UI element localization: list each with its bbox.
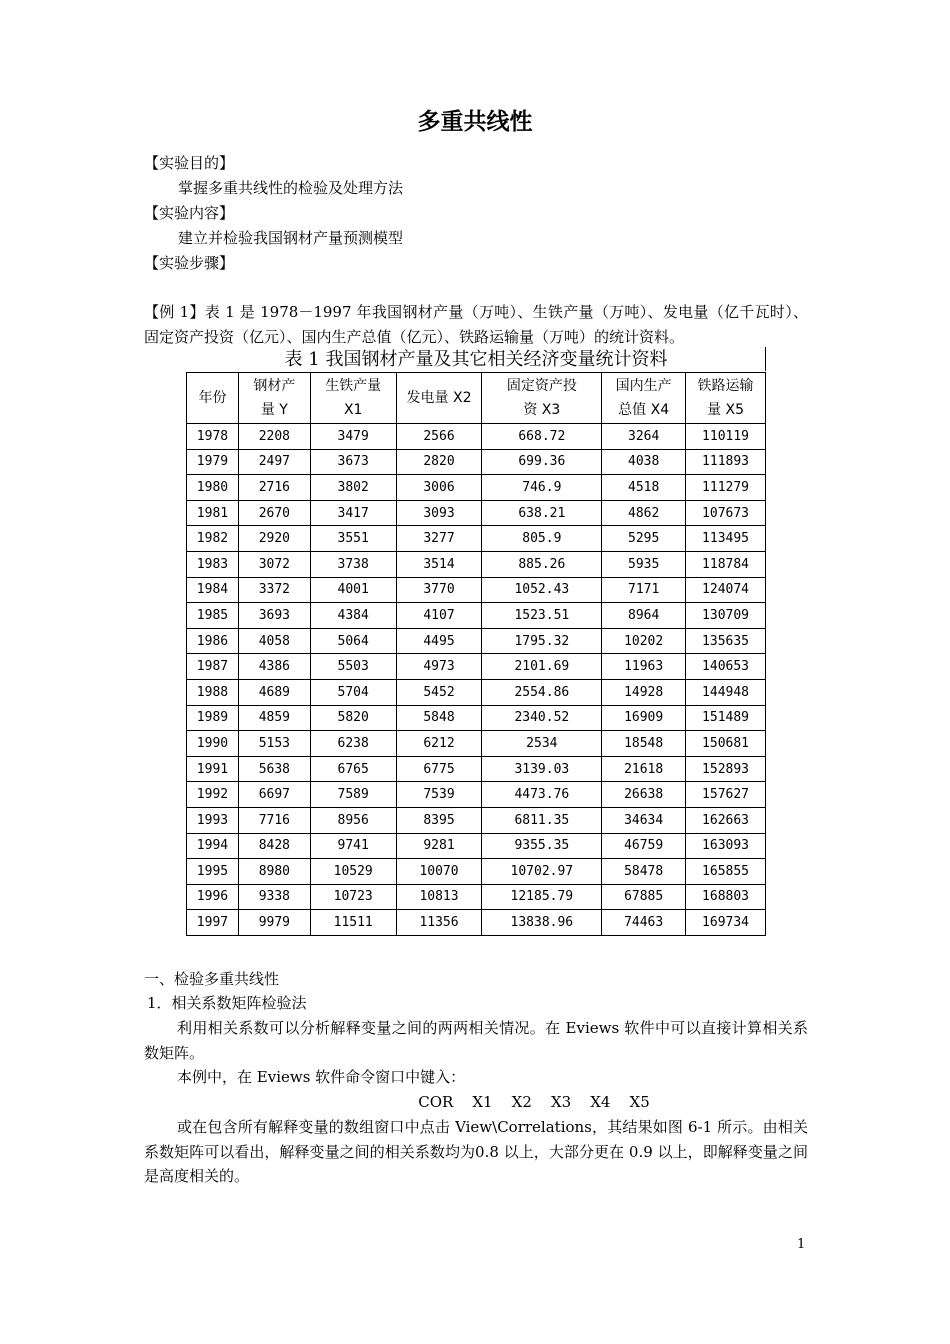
table-cell: 10070 bbox=[396, 859, 482, 885]
table-cell: 2670 bbox=[238, 500, 310, 526]
table-header-row bbox=[187, 373, 766, 424]
table-cell: 805.9 bbox=[482, 526, 602, 552]
table-cell: 3802 bbox=[310, 475, 396, 501]
table-cell: 1979 bbox=[187, 449, 239, 475]
table-row bbox=[187, 679, 766, 705]
table-cell: 4386 bbox=[238, 654, 310, 680]
table-cell: 1989 bbox=[187, 705, 239, 731]
table-row bbox=[187, 577, 766, 603]
header-rail-freight: 铁路运输 量 X5 bbox=[686, 373, 766, 424]
table-cell: 5704 bbox=[310, 679, 396, 705]
table-cell: 8956 bbox=[310, 807, 396, 833]
paragraph-1: 利用相关系数可以分析解释变量之间的两两相关情况。在 Eviews 软件中可以直接计算相关系数矩阵。 bbox=[144, 1019, 808, 1062]
statistics-table bbox=[186, 372, 766, 936]
table-cell: 10813 bbox=[396, 884, 482, 910]
table-cell: 8964 bbox=[602, 603, 686, 629]
table-cell: 162663 bbox=[686, 807, 766, 833]
table-cell: 6811.35 bbox=[482, 807, 602, 833]
table-cell: 4058 bbox=[238, 628, 310, 654]
table-cell: 11356 bbox=[396, 910, 482, 936]
table-cell: 7171 bbox=[602, 577, 686, 603]
purpose-text: 掌握多重共线性的检验及处理方法 bbox=[178, 179, 404, 197]
table-cell: 1978 bbox=[187, 424, 239, 450]
example-paragraph: 【例 1】表 1 是 1978－1997 年我国钢材产量（万吨）、生铁产量（万吨）、发电量（亿千瓦时）、固定资产投资（亿元）、国内生产总值（亿元）、铁路运输量（万吨）的统计资料。 bbox=[144, 303, 808, 346]
table-cell: 3693 bbox=[238, 603, 310, 629]
paragraph-2: 本例中，在 Eviews 软件命令窗口中键入： bbox=[177, 1068, 466, 1086]
table-row bbox=[187, 551, 766, 577]
table-cell: 9979 bbox=[238, 910, 310, 936]
table-cell: 4689 bbox=[238, 679, 310, 705]
table-cell: 11511 bbox=[310, 910, 396, 936]
table-cell: 4973 bbox=[396, 654, 482, 680]
table-cell: 130709 bbox=[686, 603, 766, 629]
table-cell: 3264 bbox=[602, 424, 686, 450]
table-cell: 3093 bbox=[396, 500, 482, 526]
table-cell: 9741 bbox=[310, 833, 396, 859]
table-cell: 1992 bbox=[187, 782, 239, 808]
table-cell: 1985 bbox=[187, 603, 239, 629]
table-cell: 1986 bbox=[187, 628, 239, 654]
table-cell: 8395 bbox=[396, 807, 482, 833]
table-cell: 14928 bbox=[602, 679, 686, 705]
table-cell: 1984 bbox=[187, 577, 239, 603]
table-cell: 10702.97 bbox=[482, 859, 602, 885]
table-cell: 3551 bbox=[310, 526, 396, 552]
table-cell: 1795.32 bbox=[482, 628, 602, 654]
table-cell: 5295 bbox=[602, 526, 686, 552]
table-cell: 5064 bbox=[310, 628, 396, 654]
table-cell: 3072 bbox=[238, 551, 310, 577]
table-row bbox=[187, 782, 766, 808]
table-row bbox=[187, 859, 766, 885]
table-cell: 163093 bbox=[686, 833, 766, 859]
steps-heading: 【实验步骤】 bbox=[144, 254, 235, 272]
table-cell: 9355.35 bbox=[482, 833, 602, 859]
table-cell: 46759 bbox=[602, 833, 686, 859]
table-cell: 7716 bbox=[238, 807, 310, 833]
page-title: 多重共线性 bbox=[417, 109, 533, 135]
header-year: 年份 bbox=[187, 373, 239, 424]
table-cell: 3417 bbox=[310, 500, 396, 526]
table-cell: 4862 bbox=[602, 500, 686, 526]
table-cell: 6765 bbox=[310, 756, 396, 782]
table-cell: 12185.79 bbox=[482, 884, 602, 910]
table-cell: 168803 bbox=[686, 884, 766, 910]
table-cell: 4107 bbox=[396, 603, 482, 629]
header-power: 发电量 X2 bbox=[396, 373, 482, 424]
table-cell: 18548 bbox=[602, 731, 686, 757]
purpose-heading: 【实验目的】 bbox=[144, 154, 235, 172]
table-cell: 144948 bbox=[686, 679, 766, 705]
table-row bbox=[187, 424, 766, 450]
table-cell: 885.26 bbox=[482, 551, 602, 577]
table-cell: 8428 bbox=[238, 833, 310, 859]
table-cell: 3139.03 bbox=[482, 756, 602, 782]
table-cell: 1983 bbox=[187, 551, 239, 577]
table-cell: 1997 bbox=[187, 910, 239, 936]
table-row bbox=[187, 884, 766, 910]
page-number: 1 bbox=[797, 1237, 806, 1252]
table-cell: 6775 bbox=[396, 756, 482, 782]
table-row bbox=[187, 910, 766, 936]
table-cell: 1996 bbox=[187, 884, 239, 910]
section-heading: 一、检验多重共线性 bbox=[144, 970, 280, 988]
table-cell: 169734 bbox=[686, 910, 766, 936]
table-cell: 3277 bbox=[396, 526, 482, 552]
table-cell: 1995 bbox=[187, 859, 239, 885]
table-cell: 118784 bbox=[686, 551, 766, 577]
header-gdp: 国内生产 总值 X4 bbox=[602, 373, 686, 424]
table-cell: 1982 bbox=[187, 526, 239, 552]
table-cell: 5452 bbox=[396, 679, 482, 705]
table-cell: 4038 bbox=[602, 449, 686, 475]
table-cell: 2208 bbox=[238, 424, 310, 450]
table-cell: 157627 bbox=[686, 782, 766, 808]
table-cell: 4518 bbox=[602, 475, 686, 501]
paragraph-3: 或在包含所有解释变量的数组窗口中点击 View\Correlations，其结果如图 6-1 所示。由相关系数矩阵可以看出，解释变量之间的相关系数均为0.8 以上，大部分更在 0.9 以上，即解释变量之间是高度相关的。 bbox=[144, 1118, 808, 1185]
table-cell: 3006 bbox=[396, 475, 482, 501]
table-cell: 2101.69 bbox=[482, 654, 602, 680]
table-cell: 10529 bbox=[310, 859, 396, 885]
table-cell: 5820 bbox=[310, 705, 396, 731]
header-steel-output: 钢材产 量 Y bbox=[238, 373, 310, 424]
table-cell: 107673 bbox=[686, 500, 766, 526]
table-cell: 3738 bbox=[310, 551, 396, 577]
table-row bbox=[187, 449, 766, 475]
table-cell: 4473.76 bbox=[482, 782, 602, 808]
table-cell: 2534 bbox=[482, 731, 602, 757]
table-cell: 746.9 bbox=[482, 475, 602, 501]
table-cell: 1981 bbox=[187, 500, 239, 526]
table-cell: 1990 bbox=[187, 731, 239, 757]
table-cell: 1991 bbox=[187, 756, 239, 782]
table-cell: 2340.52 bbox=[482, 705, 602, 731]
table-cell: 5153 bbox=[238, 731, 310, 757]
table-row bbox=[187, 603, 766, 629]
table-cell: 165855 bbox=[686, 859, 766, 885]
table-cell: 111893 bbox=[686, 449, 766, 475]
table-cell: 150681 bbox=[686, 731, 766, 757]
table-cell: 13838.96 bbox=[482, 910, 602, 936]
table-cell: 6697 bbox=[238, 782, 310, 808]
subsection-heading: 1．相关系数矩阵检验法 bbox=[147, 994, 307, 1012]
table-cell: 10202 bbox=[602, 628, 686, 654]
table-row bbox=[187, 756, 766, 782]
table-cell: 3479 bbox=[310, 424, 396, 450]
table-cell: 2716 bbox=[238, 475, 310, 501]
table-row bbox=[187, 475, 766, 501]
table-cell: 1052.43 bbox=[482, 577, 602, 603]
table-row bbox=[187, 654, 766, 680]
table-cell: 11963 bbox=[602, 654, 686, 680]
table-cell: 699.36 bbox=[482, 449, 602, 475]
table-cell: 5935 bbox=[602, 551, 686, 577]
table-cell: 5503 bbox=[310, 654, 396, 680]
table-row bbox=[187, 705, 766, 731]
table-cell: 135635 bbox=[686, 628, 766, 654]
table-cell: 111279 bbox=[686, 475, 766, 501]
table-cell: 7589 bbox=[310, 782, 396, 808]
table-cell: 10723 bbox=[310, 884, 396, 910]
command-line: COR X1 X2 X3 X4 X5 bbox=[418, 1093, 650, 1111]
table-cell: 1980 bbox=[187, 475, 239, 501]
table-cell: 124074 bbox=[686, 577, 766, 603]
table-cell: 5848 bbox=[396, 705, 482, 731]
table-cell: 4001 bbox=[310, 577, 396, 603]
table-cell: 638.21 bbox=[482, 500, 602, 526]
table-cell: 7539 bbox=[396, 782, 482, 808]
table-cell: 3673 bbox=[310, 449, 396, 475]
table-cell: 152893 bbox=[686, 756, 766, 782]
table-cell: 140653 bbox=[686, 654, 766, 680]
table-cell: 5638 bbox=[238, 756, 310, 782]
table-cell: 6212 bbox=[396, 731, 482, 757]
table-row bbox=[187, 807, 766, 833]
table-cell: 16909 bbox=[602, 705, 686, 731]
table-cell: 3770 bbox=[396, 577, 482, 603]
table-cell: 74463 bbox=[602, 910, 686, 936]
table-cell: 113495 bbox=[686, 526, 766, 552]
table-cell: 4495 bbox=[396, 628, 482, 654]
table-cell: 3372 bbox=[238, 577, 310, 603]
table-row bbox=[187, 731, 766, 757]
table-cell: 2497 bbox=[238, 449, 310, 475]
table-cell: 8980 bbox=[238, 859, 310, 885]
table-cell: 9281 bbox=[396, 833, 482, 859]
header-pig-iron: 生铁产量 X1 bbox=[310, 373, 396, 424]
table-cell: 4859 bbox=[238, 705, 310, 731]
table-cell: 1523.51 bbox=[482, 603, 602, 629]
table-cell: 668.72 bbox=[482, 424, 602, 450]
table-cell: 21618 bbox=[602, 756, 686, 782]
table-cell: 1993 bbox=[187, 807, 239, 833]
content-heading: 【实验内容】 bbox=[144, 204, 235, 222]
table-cell: 2554.86 bbox=[482, 679, 602, 705]
table-cell: 151489 bbox=[686, 705, 766, 731]
table-cell: 2566 bbox=[396, 424, 482, 450]
table-cell: 1988 bbox=[187, 679, 239, 705]
table-cell: 6238 bbox=[310, 731, 396, 757]
header-investment: 固定资产投 资 X3 bbox=[482, 373, 602, 424]
table-cell: 2820 bbox=[396, 449, 482, 475]
content-text: 建立并检验我国钢材产量预测模型 bbox=[178, 229, 404, 247]
table-cell: 110119 bbox=[686, 424, 766, 450]
table-cell: 1987 bbox=[187, 654, 239, 680]
table-cell: 58478 bbox=[602, 859, 686, 885]
table-cell: 67885 bbox=[602, 884, 686, 910]
table-cell: 1994 bbox=[187, 833, 239, 859]
table-row bbox=[187, 500, 766, 526]
table-cell: 2920 bbox=[238, 526, 310, 552]
table-cell: 26638 bbox=[602, 782, 686, 808]
table-cell: 3514 bbox=[396, 551, 482, 577]
table-cell: 4384 bbox=[310, 603, 396, 629]
table-row bbox=[187, 526, 766, 552]
table-cell: 34634 bbox=[602, 807, 686, 833]
caption-border bbox=[765, 347, 766, 371]
table-row bbox=[187, 833, 766, 859]
table-row bbox=[187, 628, 766, 654]
table-cell: 9338 bbox=[238, 884, 310, 910]
table-caption: 表 1 我国钢材产量及其它相关经济变量统计资料 bbox=[284, 349, 668, 370]
